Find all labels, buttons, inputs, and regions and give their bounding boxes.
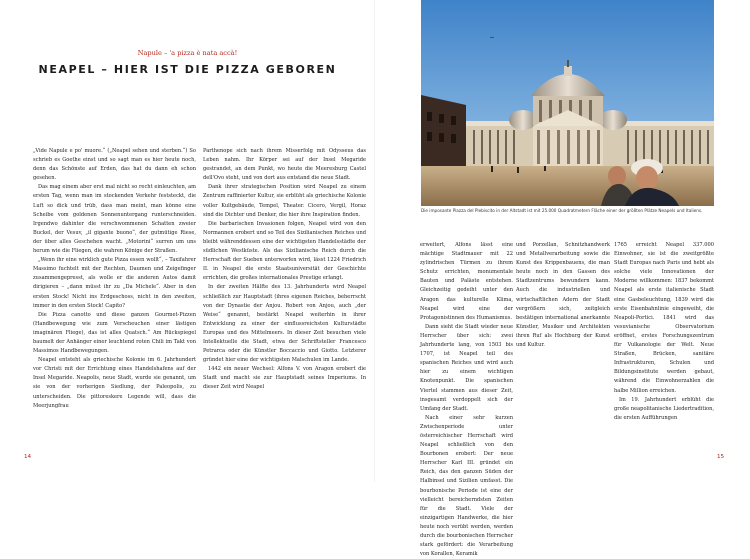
paragraph: 1442 ein neuer Wechsel: Alfons V. von Aragon erobert die Stadt und macht sie zur Hauptstadt seines Imperiums. In dieser Zeit wird Neapel	[203, 366, 366, 391]
paragraph: Nach einer sehr kurzen Zwischenperiode unter österreichischer Herrschaft wird Neapel schließlich von den Bourbonen erobert: Der neue Herrscher Karl III. gründet ein Reich, das den ganzen Süden der Halbinsel und Sizilien umfasst. Die bourbonische Periode ist eine der vielleicht bereicherndsten Zeiten für die Stadt. Viele der einzigartigen Handwerke, die hier heute noch verübt werden, werden durch die bourbonischen Herrscher stark gefördert: die Verarbeitung von Korallen, Keramik	[420, 414, 513, 558]
paragraph: Parthenope sich nach ihrem Misserfolg mit Odysseus das Leben nahm. Ihr Körper sei auf der Insel Megaride gestrandet, an dem Punkt, wo heute die Meeresburg Castel dell'Ovo steht, und von dort aus entstand die neue Stadt.	[203, 148, 366, 182]
paragraph: Im 19. Jahrhundert erblüht die große neapolitanische Liedertradition, die ersten Aufführungen	[614, 396, 714, 421]
paragraph: Die barbarischen Invasionen folgen, Neapel wird von den Normannen erobert und so Teil des Sizilianischen Reiches und bleibt währenddessen eine der wichtigsten Handelsstädte der südlichen Westküste. Als das Sizilianische Reich durch die Herrschaft der Sueben unterworfen wird, lässt 1224 Friedrich II. in Neapel die erste Staatsuniversität der Geschichte errichten, die großes internationales Prestige erlangt.	[203, 220, 366, 282]
paragraph: Neapel entsteht als griechische Kolonie im 6. Jahrhundert vor Christi mit der Errichtung eines Handelshafens auf der Insel Megaride. Neapolis, neue Stadt, wurde sie genannt, um sie von der vorherigen Siedlung, der Paleopolis, zu unterscheiden. Die pittoreskere Legende will, dass die Meerjungfrau	[33, 357, 196, 409]
kicker: Napule – 'a pizza è nata accà!	[137, 49, 238, 57]
paragraph: „Vide Napule e po' muore.“ („Neapel sehen und sterben.“) So schrieb es Goethe einst und so sagt man es hier heute noch, denn das Schönste auf Erden, das hat du dann eh schon gesehen.	[33, 148, 196, 182]
text-column-1	[33, 147, 196, 411]
paragraph: Dann sieht die Stadt wieder neue Herrscher über sich: zwei Jahrhunderte lang, von 1503 bis 1707, ist Neapel teil des spanischen Reiches und wird auch hier zu einem wichtigen Knotenpunkt. Die spanischen Viertel stammen aus dieser Zeit, insgesamt verdoppelt sich der Umfang der Stadt.	[420, 323, 513, 412]
paragraph: Die Pizza canotto und diese ganzen Gourmet-Pizzen (Handbewegung wie zum Verscheuchen einer lästigen imaginären Fliege), das ist alles Quatsch.“ Am Rückspiegel baumelt der Anhänger einer leuchtend roten Chili im Takt von Massimos Handbewegungen.	[33, 311, 196, 355]
text-column-4	[516, 241, 610, 350]
paragraph: In der zweiten Hälfte des 13. Jahrhunderts wird Neapel schließlich zur Hauptstadt (ihres eigenen Reiches, beherrscht von der Dynastie der Anjou. Robert von Anjou, auch „der Weise“ genannt, bestärkt Neapel weiterhin in ihrer Entwicklung zu einer der einflussreichsten Kulturstädte Europas und des Mittelmeers. In dieser Zeit besuchen viele Intellektuelle die Stadt, etwa der Schriftsteller Francesco Petrarca oder die Künstler Boccaccio und Giotto. Letzterer gründet hier eine der wichtigsten Malschulen im Lande.	[203, 284, 366, 364]
left-page	[0, 0, 375, 482]
paragraph: „Wenn ihr eine wirklich gute Pizza essen wollt“, – Taxifahrer Massimo fuchtelt mit der Rechten, Daumen und Zeigefinger zusammengepresst, als wolle er die anderen Autos damit dirigieren – „dann müsst ihr zu „Da Michele“. Aber in den ersten Stock! Nicht ins Erdgeschoss, nicht in den zweiten, immer in den ersten Stock! Capito?	[33, 257, 196, 309]
photo-caption: Die imposante Piazza del Plebiscito in der Altstadt ist mit 25.000 Quadratmetern Fläche einer der größten Plätze Neapels und Italiens.	[421, 208, 703, 213]
page-number-left: 14	[24, 454, 32, 460]
paragraph: und Porzellan, Schnitzhandwerk und Metallverarbeitung sowie die Kunst des Krippenbauens, die man heute noch in den Gassen des Stadtzentrums bewundern kann. Auch die industriellen und wirtschaftlichen Adern der Stadt vergrößern sich, zeitgleich bestätigen international anerkannte Künstler, Musiker und Architekten ihren Ruf als Hochburg der Kunst und Kultur.	[516, 242, 610, 349]
piazza-del-plebiscito-photo	[421, 0, 714, 206]
headline: NEAPEL – HIER IST DIE PIZZA GEBOREN	[38, 63, 337, 76]
paragraph: erweitert, Alfons lässt eine mächtige Stadtmauer mit 22 zylindrischen Türmen zu ihrem Schutz errichten, monumentale Bauten und Paläste entstehen. Gleichzeitig gedeiht unter den Aragon das kulturelle Klima, Neapel wird eine der Protagonistinnen des Humanismus.	[420, 242, 513, 321]
paragraph: Dank ihrer strategischen Position wird Neapel zu einem Zentrum raffinierter Kultur, sie erblüht als griechische Kolonie voller Kultgebäude, Tempel, Theater. Cicero, Vergil, Horaz sind die Dichter und Denker, die hier ihre Inspiration finden.	[203, 184, 366, 218]
text-column-2	[203, 147, 366, 393]
page-number-right: 15	[717, 454, 725, 460]
paragraph: 1765 erreicht Neapel 337.000 Einwohner, sie ist die zweitgrößte Stadt Europas nach Paris und hebt als solche viele Innovationen der Moderne willkommen: 1837 bekommt Neapel als erste italienische Stadt eine Gasbeleuchtung, 1839 wird die erste Eisenbahnlinie eingeweiht, die Neapoli-Portici. 1841 wird das vesuvianische Observatorium eröffnet, erstes Forschungszentrum für Vulkanologie der Welt. Neue Straßen, Brücken, sanitäre Infrastrukturen, Schulen und Bildungsinstitute werden gebaut, während die Einwohnerzahlen die halbe Million erreichen.	[614, 242, 714, 394]
text-column-3	[420, 241, 513, 559]
paragraph: Das mag einem aber erst mal nicht so recht einleuchten, am ersten Tag, wenn man im stockenden Verkehr feststeckt, die Luft so dick und trüb, dass man meint, man könne eine Scheibe vom goldenen Sonnenuntergang runterschneiden. Irgendwo dahinter die verschwommenen Schatten zweier Buckel, der Vesuv, „il gigante buono“, der gutmütige Riese, der über alles Geschehen wacht. „Motorini“ surren um uns herum wie die Fliegen, die wahren Könige der Straßen.	[33, 184, 196, 255]
text-column-5	[614, 241, 714, 423]
